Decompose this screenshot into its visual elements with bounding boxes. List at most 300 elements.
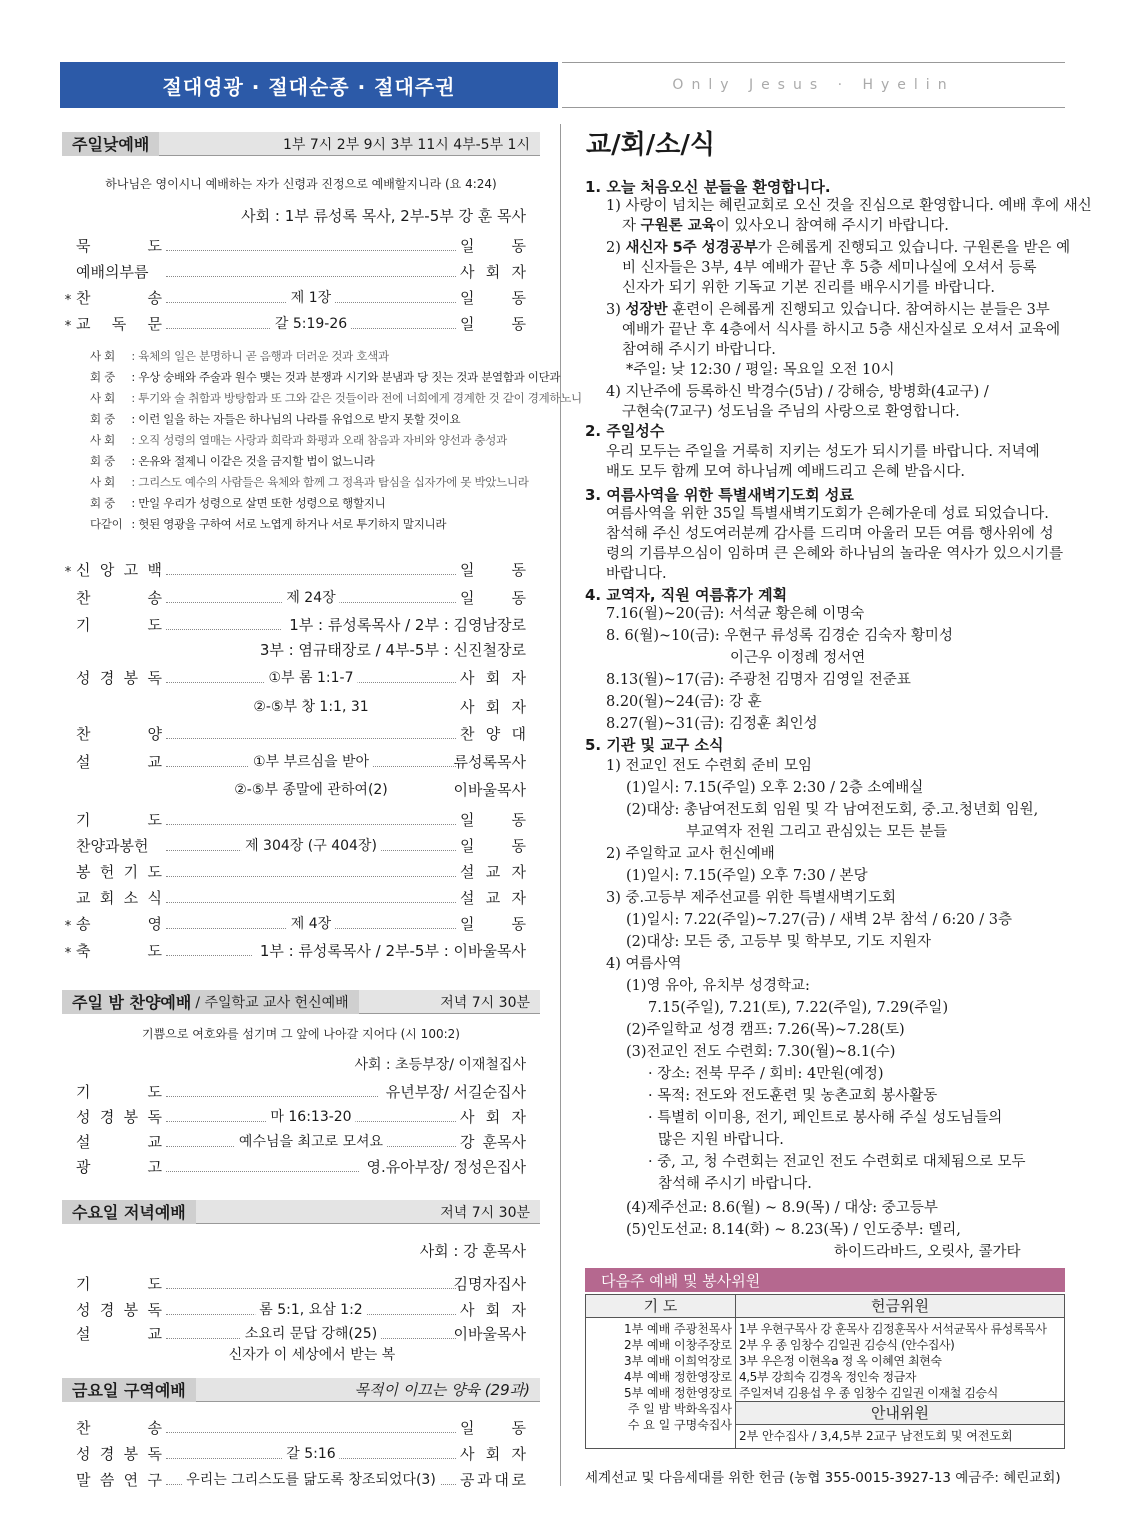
offering-item: 4,5부 강희숙 김경옥 정인숙 정금자	[739, 1370, 917, 1384]
dotted-leader	[166, 1472, 456, 1490]
order-label-char: 고	[147, 1158, 162, 1176]
order-row	[62, 884, 526, 908]
order-label-char: 송	[147, 1419, 162, 1437]
news-line	[626, 1040, 895, 1061]
order-leader	[453, 751, 526, 772]
order-row	[62, 1440, 526, 1464]
news-text: 구현숙(7교구) 성도님을 주님의 사랑으로 환영합니다.	[622, 404, 960, 420]
dotted-leader	[166, 290, 456, 308]
news-text: 2)	[606, 240, 626, 256]
news-line	[648, 1150, 1025, 1171]
order-label-char: 송	[76, 915, 91, 933]
order-label-char: 묵	[76, 237, 91, 255]
order-leader-part: 동	[511, 561, 526, 579]
news-line	[622, 256, 1037, 277]
news-line	[622, 400, 960, 421]
order-leader-part: 동	[511, 1419, 526, 1437]
order-label-char: 경	[99, 1301, 115, 1319]
news-text: 참석해 주시기 바랍니다.	[658, 1176, 812, 1192]
dotted-leader	[166, 699, 456, 717]
news-text: (3)전교인 전도 수련회: 7.30(월)~8.1(수)	[626, 1044, 896, 1060]
order-label-char: 광	[76, 1158, 91, 1176]
news-text: 4) 여름사역	[606, 956, 682, 972]
news-text: 4) 지난주에 등록하신 박경수(5남) / 강해승, 방병화(4교구) /	[606, 384, 989, 400]
order-leader-part: 회	[485, 263, 501, 281]
order-leader-part: 로	[511, 1471, 526, 1489]
section-title-text: 수요일 저녁예배	[72, 1203, 186, 1222]
wednesday-presider: 사회 : 강 훈목사	[419, 1242, 526, 1260]
section-title	[62, 132, 159, 156]
section-bar	[62, 990, 540, 1014]
news-line	[648, 1084, 937, 1105]
order-leader-part: 자	[511, 1301, 526, 1319]
responsive-line: 사 회 : 그리스도 예수의 사람들은 육체와 함께 그 정욕과 탐심을 십자가에 못 박았느니라	[90, 475, 529, 489]
order-row	[62, 1103, 526, 1127]
order-label-char: 회	[99, 889, 115, 907]
order-label	[76, 751, 162, 772]
news-heading: 5. 기관 및 교구 소식	[585, 736, 724, 754]
order-row	[62, 748, 526, 772]
news-text: (5)인도선교: 8.14(화) ~ 8.23(목) / 인도중부: 델리,	[626, 1222, 961, 1238]
order-leader	[460, 1106, 526, 1127]
offering-list	[736, 1318, 1065, 1402]
news-text: 예배가 끝난 후 4층에서 식사를 하시고 5층 새신자실로 오셔서 교육에	[622, 322, 1061, 338]
news-text: 우리 모두는 주일을 거룩히 지키는 성도가 되시기를 바랍니다. 저녁예	[606, 444, 1040, 460]
news-line	[606, 502, 1049, 523]
order-row	[62, 664, 526, 688]
order-label	[76, 1417, 162, 1438]
order-row	[62, 1466, 526, 1490]
order-label-char: 설	[76, 753, 91, 771]
order-leader-part: 회	[485, 1108, 501, 1126]
news-line	[658, 1128, 784, 1149]
responsive-line: 사 회 : 투기와 술 취함과 방탕함과 또 그와 같은 것들이라 전에 너희에게 경계한 것 같이 경계하노니	[90, 391, 582, 405]
order-item-line2: 신자가 이 세상에서 받는 복	[228, 1347, 396, 1363]
news-line	[606, 562, 667, 583]
order-leader-part: 자	[511, 889, 526, 907]
responsive-line: 회 중 : 만일 우리가 성령으로 살면 또한 성령으로 행할지니	[90, 496, 386, 510]
order-label	[76, 1106, 162, 1127]
news-text: 8.20(월)~24(금): 강 훈	[606, 694, 762, 710]
news-line	[606, 602, 864, 623]
order-row	[62, 556, 526, 580]
responsive-line: 회 중 : 온유와 절제니 이같은 것을 금지할 법이 없느니라	[90, 454, 375, 468]
order-leader-part: 공	[460, 1471, 475, 1489]
news-line	[606, 886, 896, 907]
order-leader	[453, 779, 526, 800]
order-label	[76, 1131, 162, 1152]
order-leader-part: 동	[511, 289, 526, 307]
order-leader-part: 회	[485, 1445, 501, 1463]
news-line	[606, 952, 682, 973]
order-row	[62, 937, 526, 961]
order-item: 우리는 그리스도를 닮도록 창조되었다(3)	[182, 1469, 440, 1489]
order-leader-part: 대	[494, 1471, 509, 1489]
news-line	[626, 1018, 905, 1039]
order-label-char: 성	[76, 1445, 91, 1463]
order-leader	[460, 261, 526, 282]
duty-title: 다음주 예배 및 봉사위원	[601, 1271, 761, 1290]
dotted-leader	[166, 562, 456, 580]
order-leader-part: 일	[460, 1419, 475, 1437]
news-heading: 3. 여름사역을 위한 특별새벽기도회 성료	[585, 486, 854, 504]
news-text: 8. 6(월)~10(금): 우현구 류성록 김경순 김숙자 황미성	[606, 628, 953, 644]
order-label	[76, 235, 162, 256]
order-label-char: 기	[76, 811, 91, 829]
order-row	[62, 832, 526, 856]
order-label-char: 교	[76, 889, 91, 907]
news-text: 7.16(월)~20(금): 서석균 황은혜 이명숙	[606, 606, 865, 622]
order-item: 제 1장	[287, 287, 335, 307]
order-leader-part: 영.유아부장/ 정성은집사	[366, 1158, 526, 1176]
news-title: 교/회/소/식	[586, 130, 715, 160]
order-leader	[460, 913, 526, 934]
order-item: 갈 5:16	[282, 1443, 339, 1463]
news-line	[606, 624, 953, 645]
news-text: (1)영 유아, 유치부 성경학교:	[626, 978, 810, 994]
news-text: 이근우 이정례 정서연	[730, 650, 866, 666]
sunday-presider: 사회 : 1부 류성록 목사, 2부-5부 강 훈 목사	[241, 207, 526, 225]
order-label-char: 문	[147, 315, 162, 333]
dotted-leader	[166, 238, 456, 256]
order-label	[76, 587, 162, 608]
order-leader-part: 유년부장/ 서길순집사	[385, 1083, 526, 1101]
header-banner	[60, 62, 558, 108]
responsive-speaker: 사 회	[90, 391, 115, 405]
news-text: · 장소: 전북 무주 / 회비: 4만원(예정)	[648, 1066, 884, 1082]
responsive-text: 오직 성령의 열매는 사랑과 희락과 화평과 오래 참음과 자비와 양선과 충성과	[138, 433, 507, 447]
responsive-text: 우상 숭배와 주술과 원수 맺는 것과 분쟁과 시기와 분냄과 당 짓는 것과 분열함과 이단과	[138, 370, 561, 384]
order-label-char: 경	[99, 1445, 115, 1463]
order-label-char: 독	[147, 669, 162, 687]
order-label-char: 양	[147, 725, 162, 743]
order-leader-part: 교	[485, 863, 501, 881]
dotted-leader	[166, 782, 456, 800]
dotted-leader	[166, 1084, 378, 1102]
dotted-leader	[166, 1134, 456, 1152]
order-label-char: 봉	[123, 1445, 139, 1463]
order-row	[62, 1128, 526, 1152]
dotted-leader	[166, 1420, 456, 1438]
order-label-char: 설	[76, 1133, 91, 1151]
order-label-char: 도	[147, 237, 162, 255]
responsive-speaker: 회 중	[90, 412, 115, 426]
responsive-text: 헛된 영광을 구하여 서로 노엽게 하거나 서로 투기하지 말지니라	[138, 517, 447, 531]
order-leader	[256, 639, 526, 660]
news-line	[648, 996, 948, 1017]
duty-title-bar	[585, 1268, 1065, 1292]
dotted-leader	[166, 1159, 359, 1177]
offering-header: 헌금위원	[736, 1295, 1065, 1318]
news-text: 자	[622, 218, 641, 234]
order-item: 마 16:13-20	[266, 1106, 355, 1126]
order-label-char: 영	[147, 915, 162, 933]
order-row	[62, 806, 526, 830]
order-row	[62, 1296, 526, 1320]
order-label-char: 도	[147, 863, 162, 881]
order-label-char: 봉	[76, 863, 91, 881]
news-line	[658, 1172, 812, 1193]
news-line	[626, 864, 868, 885]
order-label	[76, 1323, 162, 1344]
responsive-text: 온유와 절제니 이같은 것을 금지할 법이 없느니라	[138, 454, 375, 468]
news-text: 부교역자 전원 그리고 관심있는 모든 분들	[686, 824, 948, 840]
order-label-char: 도	[147, 1083, 162, 1101]
news-line	[606, 380, 989, 401]
order-leader	[460, 861, 526, 882]
order-row	[62, 636, 526, 660]
order-label-char: 교	[147, 1325, 162, 1343]
order-row	[62, 910, 526, 934]
news-line	[606, 236, 1070, 257]
section-bar	[62, 132, 540, 156]
news-text: · 목적: 전도와 전도훈련 및 농촌교회 봉사활동	[648, 1088, 938, 1104]
order-leader-part: 훈목사	[482, 1133, 526, 1151]
news-text: 7.15(주일), 7.21(토), 7.22(주일), 7.29(주일)	[648, 1000, 949, 1016]
dotted-leader	[166, 1446, 456, 1464]
order-leader	[460, 559, 526, 580]
offering-footer: 세계선교 및 다음세대를 위한 헌금 (농협 355-0015-3927-13 예금주: 혜린교회)	[585, 1470, 1061, 1486]
usher-header: 안내위원	[736, 1402, 1065, 1425]
news-text: 참여해 주시기 바랍니다.	[622, 342, 776, 358]
news-text: 이 있사오니 참여해 주시기 바랍니다.	[715, 218, 949, 234]
order-leader-part: 사	[460, 1301, 475, 1319]
section-time: 목적이 이끄는 양육 (29과)	[354, 1381, 530, 1399]
order-leader-part: 일	[460, 589, 475, 607]
order-row	[62, 1414, 526, 1438]
order-item: 롬 5:1, 요삼 1:2	[255, 1299, 366, 1319]
order-label-char: 경	[99, 1108, 115, 1126]
order-label-char: 앙	[99, 561, 115, 579]
order-leader	[460, 809, 526, 830]
order-item: 제 24장	[282, 587, 339, 607]
order-label	[76, 1469, 162, 1490]
news-text: · 중, 고, 청 수련회는 전교인 전도 수련회로 대체됨으로 모두	[648, 1154, 1026, 1170]
order-leader	[460, 1299, 526, 1320]
usher-text: 2부 안수집사 / 3,4,5부 2교구 남전도회 및 여전도회	[736, 1425, 1065, 1449]
order-leader-part: 일	[460, 811, 475, 829]
order-leader	[363, 1156, 527, 1177]
news-text: 3)	[606, 302, 626, 318]
news-text: 3) 중.고등부 제주선교를 위한 특별새벽기도회	[606, 890, 897, 906]
responsive-line: 사 회 : 육체의 일은 분명하니 곧 음행과 더러운 것과 호색과	[90, 349, 389, 363]
order-label-char: 봉	[123, 1301, 139, 1319]
offering-item: 2부 우 종 임창수 김일권 김승식 (안수집사)	[739, 1338, 955, 1352]
order-label-char: 축	[76, 942, 91, 960]
order-label-char: 봉	[123, 1108, 139, 1126]
order-row	[62, 258, 526, 282]
order-leader-part: 자	[511, 1108, 526, 1126]
star-mark: *	[64, 565, 72, 580]
order-label-char: 헌	[99, 863, 115, 881]
order-row	[62, 584, 526, 608]
order-label	[76, 667, 162, 688]
order-row	[62, 693, 526, 717]
responsive-speaker: 다같이	[90, 517, 123, 531]
news-text: 1) 사랑이 넘치는 혜린교회로 오신 것을 진심으로 환영합니다. 예배 후에 새신	[606, 198, 1092, 214]
order-leader	[460, 1443, 526, 1464]
news-text: · 특별히 이미용, 전기, 페인트로 봉사해 주실 성도님들의	[648, 1110, 1003, 1126]
news-line	[622, 318, 1060, 339]
prayer-item: 수 요 일 구명숙집사	[627, 1418, 732, 1432]
news-text: (1)일시: 7.15(주일) 오후 7:30 / 본당	[626, 868, 868, 884]
order-item: 제 4장	[287, 913, 335, 933]
dotted-leader	[166, 670, 456, 688]
order-label-char: 독	[147, 1108, 162, 1126]
order-label-char: 도	[147, 1275, 162, 1293]
news-text: 비 신자들은 3부, 4부 예배가 끝난 후 5층 세미나실에 오셔서 등록	[622, 260, 1037, 276]
order-label-char: 도	[147, 942, 162, 960]
news-line	[626, 930, 931, 951]
order-label	[76, 559, 162, 580]
dotted-leader	[166, 812, 456, 830]
order-leader-part: 교	[485, 889, 501, 907]
order-leader	[453, 1273, 526, 1294]
news-text: (1)일시: 7.22(주일)~7.27(금) / 새벽 2부 참석 / 6:20 / 3층	[626, 912, 1012, 928]
responsive-line: 회 중 : 우상 숭배와 주술과 원수 맺는 것과 분쟁과 시기와 분냄과 당 짓는 것과 분열함과 이단과	[90, 370, 561, 384]
order-leader-part: 과	[477, 1471, 492, 1489]
order-leader-part: 일	[460, 915, 475, 933]
order-row	[62, 232, 526, 256]
news-heading: 1. 오늘 처음오신 분들을 환영합니다.	[585, 178, 831, 196]
order-label-char: 찬	[76, 589, 91, 607]
order-row	[62, 611, 526, 635]
dotted-leader	[166, 316, 456, 334]
section-title-text: 금요일 구역예배	[72, 1381, 186, 1400]
order-leader	[460, 667, 526, 688]
offering-item: 1부 우현구목사 강 훈목사 김정훈목사 서석균목사 류성록목사	[739, 1322, 1047, 1336]
dotted-leader	[166, 1276, 456, 1294]
news-line	[622, 276, 995, 297]
news-line	[648, 1062, 884, 1083]
news-text: 하이드라바드, 오릿사, 콜가타	[834, 1244, 1021, 1260]
order-label-char: 기	[76, 1275, 91, 1293]
order-label-char: 봉	[123, 669, 139, 687]
order-leader-part: 동	[511, 915, 526, 933]
news-line	[606, 522, 1054, 543]
order-leader-part: 동	[511, 837, 526, 855]
responsive-line: 회 중 : 이런 일을 하는 자들은 하나님의 나라를 유업으로 받지 못할 것이요	[90, 412, 461, 426]
order-row	[62, 1270, 526, 1294]
news-line	[606, 690, 762, 711]
order-label-char: 기	[123, 863, 139, 881]
news-line	[686, 820, 947, 841]
news-line	[648, 1106, 1002, 1127]
dotted-leader	[166, 726, 456, 744]
order-leader-part: 대	[511, 725, 526, 743]
news-text: (2)대상: 모든 중, 고등부 및 학부모, 기도 지원자	[626, 934, 932, 950]
order-leader-part: 1부 : 류성록목사 / 2부-5부 : 이바울목사	[259, 942, 526, 960]
order-label-char: 찬	[76, 1419, 91, 1437]
order-label	[76, 1081, 162, 1102]
order-label-char: 독	[147, 1445, 162, 1463]
dotted-leader	[166, 754, 456, 772]
order-label	[76, 614, 162, 635]
prayer-item: 2부 예배 이창주장로	[623, 1338, 732, 1352]
news-text: 바랍니다.	[606, 566, 667, 582]
news-text: 2) 주일학교 교사 헌신예배	[606, 846, 775, 862]
news-line	[606, 842, 775, 863]
news-heading: 4. 교역자, 직원 여름휴가 계획	[585, 586, 788, 604]
news-text: 많은 지원 바랍니다.	[658, 1132, 784, 1148]
dotted-leader	[166, 590, 456, 608]
order-label	[76, 913, 162, 934]
dotted-leader	[166, 264, 456, 282]
section-time: 저녁 7시 30분	[440, 994, 530, 1011]
order-row	[62, 1153, 526, 1177]
order-label-char: 성	[76, 669, 91, 687]
prayer-list	[586, 1318, 736, 1449]
news-emphasis: 새신자 5주 성경공부	[625, 240, 758, 256]
star-mark: *	[64, 319, 72, 334]
motto-text: Only Jesus · Hyelin	[672, 77, 955, 93]
star-mark: *	[64, 946, 72, 961]
order-label-char: 교	[147, 1133, 162, 1151]
order-leader-part: 이바울목사	[453, 781, 526, 799]
section-title	[62, 1200, 196, 1224]
order-item: 예수님을 최고로 모셔요	[235, 1131, 387, 1151]
responsive-text: 투기와 술 취함과 방탕함과 또 그와 같은 것들이라 전에 너희에게 경계한 것 같이 경계하노니	[138, 391, 582, 405]
order-leader-part: 설	[460, 863, 475, 881]
order-label-char: 백	[147, 561, 162, 579]
responsive-text: 만일 우리가 성령으로 살면 또한 성령으로 행할지니	[138, 496, 386, 510]
order-label-char: 연	[123, 1471, 139, 1489]
news-text: (2)주일학교 성경 캠프: 7.26(목)~7.28(토)	[626, 1022, 905, 1038]
responsive-text: 그리스도 예수의 사람들은 육체와 함께 그 정욕과 탐심을 십자가에 못 박았느니라	[138, 475, 529, 489]
order-leader-part: 설	[460, 889, 475, 907]
order-item: ②-⑤부 종말에 관하여(2)	[230, 779, 392, 799]
order-label-char: 말	[76, 1471, 91, 1489]
order-label-char: 예배의부름	[76, 263, 149, 281]
news-emphasis: 성장반	[625, 302, 668, 318]
news-line	[626, 358, 894, 379]
order-label-char: 소	[123, 889, 139, 907]
section-time: 저녁 7시 30분	[440, 1204, 530, 1221]
news-text: 훈련이 은혜롭게 진행되고 있습니다. 참여하시는 분들은 3부	[667, 302, 1050, 318]
section-subtitle: / 주일학교 교사 헌신예배	[195, 994, 349, 1011]
news-line	[834, 1240, 1021, 1261]
order-leader-part: 사	[460, 1108, 475, 1126]
order-leader-part: 이바울목사	[453, 1325, 526, 1343]
order-leader-part: 동	[511, 589, 526, 607]
order-label	[76, 313, 162, 334]
news-text: *주일: 낮 12:30 / 평일: 목요일 오전 10시	[626, 362, 895, 378]
dotted-leader	[166, 864, 456, 882]
order-row	[62, 720, 526, 744]
offering-item: 3부 우은정 이현옥a 정 옥 이혜연 최현숙	[739, 1354, 942, 1368]
news-line	[606, 754, 812, 775]
prayer-item: 3부 예배 이희억장로	[623, 1354, 732, 1368]
news-line	[626, 798, 1038, 819]
order-leader	[382, 1081, 526, 1102]
responsive-text: 이런 일을 하는 자들은 하나님의 나라를 유업으로 받지 못할 것이요	[138, 412, 461, 426]
responsive-line: 사 회 : 오직 성령의 열매는 사랑과 희락과 화평과 오래 참음과 자비와 양선과 충성과	[90, 433, 507, 447]
order-leader-part: 동	[511, 315, 526, 333]
order-label-char: 교	[76, 315, 91, 333]
order-leader-part: 1부 : 류성록목사 / 2부 : 김영남장로	[289, 616, 526, 634]
prayer-item: 1부 예배 주광천목사	[623, 1322, 732, 1336]
order-leader	[460, 723, 526, 744]
section-title-text: 주일낮예배	[72, 135, 150, 154]
order-leader-part: 양	[485, 725, 501, 743]
order-leader	[256, 940, 526, 961]
responsive-speaker: 회 중	[90, 370, 115, 384]
news-line	[606, 542, 1063, 563]
responsive-line: 다같이 : 헛된 영광을 구하여 서로 노엽게 하거나 서로 투기하지 말지니라	[90, 517, 447, 531]
order-leader-part: 자	[511, 698, 526, 716]
order-label-char: 고	[123, 561, 139, 579]
news-line	[626, 1218, 961, 1239]
